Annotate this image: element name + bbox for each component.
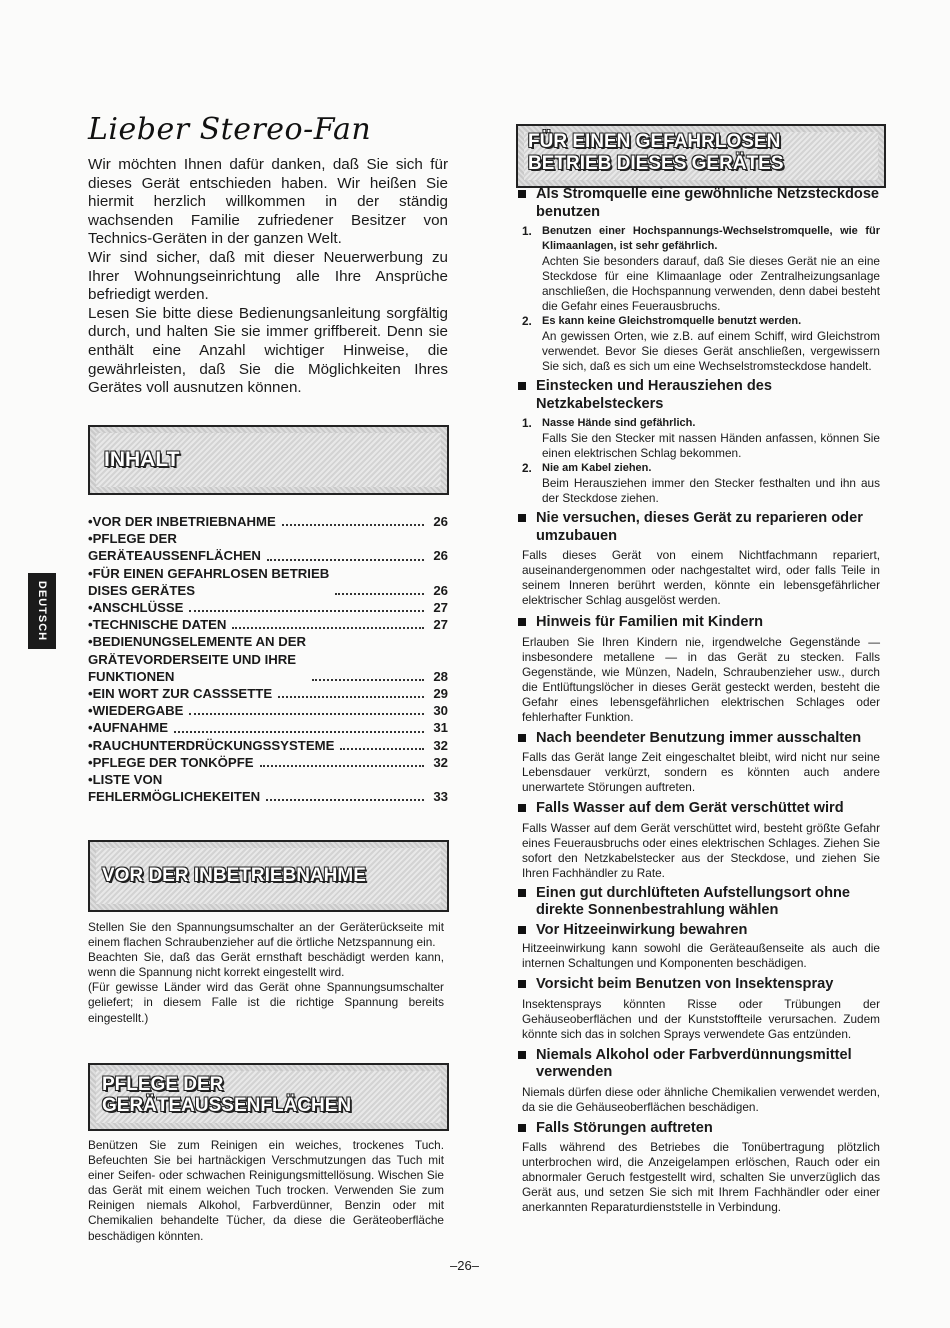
vor-paragraph: Stellen Sie den Spannungsumschalter an der Geräterückseite mit einem flachen Schraubenzieher auf die örtliche Netzspannung ein. [88,920,444,950]
vor-paragraph: (Für gewisse Länder wird das Gerät ohne Spannungsumschalter geliefert; in diesem Falle ist die richtige Spannung bereits eingestellt.) [88,980,444,1025]
intro-paragraph: Wir sind sicher, daß mit dieser Neuerwerbung zu Ihrer Wohnungseinrichtung alle Ihre Ansprüche befriedigt werden. [88,248,448,304]
bullet-square-icon [518,514,526,522]
pflege-paragraph: Benützen Sie zum Reinigen ein weiches, trockenes Tuch. Befeuchten Sie bei hartnäckigen Verschmutzungen das Tuch mit einer Seifen- oder schwachen Reinigungsmittellösung. Wischen Sie das Gerät mit einem weichen Tuch trocken. Verwenden Sie zum Reinigen niemals Alkohol, Farbverdünner, Benzin oder mit Chemikalien behandelte Tücher, da diese die Geräteoberfläche beschädigen könnten. [88,1138,444,1243]
safety-heading-line: FÜR EINEN GEFAHRLOSEN [528,131,781,152]
toc-entry[interactable] [88,754,448,771]
section-heading: Falls Wasser auf dem Gerät verschüttet wird [516,800,880,818]
page-number: –26– [450,1258,479,1273]
bullet-square-icon [518,980,526,988]
toc-entry-title: •VOR DER INBETRIEBNAHME [88,514,276,529]
vor-paragraph: Beachten Sie, daß das Gerät ernsthaft beschädigt werden kann, wenn die Spannung nicht korrekt eingestellt wird. [88,950,444,980]
toc-entry-page: 26 [433,548,448,564]
section-heading: Einen gut durchlüfteten Aufstellungsort ohne direkte Sonnenbestrahlung wählen [516,885,880,920]
toc-entry-title: •FÜR EINEN GEFAHRLOSEN BETRIEB DISES GERÄTES [88,565,330,598]
bullet-square-icon [518,1124,526,1132]
toc-entry-page: 26 [433,514,448,529]
toc-entry[interactable] [88,565,448,599]
language-tab-label: DEUTSCH [36,580,48,642]
toc-entry-title: •RAUCHUNTERDRÜCKUNGSSYSTEME [88,737,335,753]
item-text: Falls Sie den Stecker mit nassen Händen anfassen, können Sie einen elektrischen Schlag bekommen. [542,431,880,460]
item-number: 2. [522,461,532,475]
item-number: 1. [522,224,532,238]
numbered-item [522,224,880,314]
section-text: Falls dieses Gerät von einem Nichtfachmann repariert, auseinandergenommen oder nachgestaltet wird, oder falls Teile in seinem Inneren berührt werden, könnte ein lebensgefährlicher elektrischer Schlag ausgelöst werden. [522,548,880,607]
toc-entry[interactable] [88,685,448,702]
item-title: Es kann keine Gleichstromquelle benutzt werden. [542,315,802,327]
section-heading: Vor Hitzeeinwirkung bewahren [516,922,880,940]
toc-entry-title: •ANSCHLÜSSE [88,600,184,616]
bullet-square-icon [518,618,526,626]
toc-entry[interactable] [88,719,448,736]
pflege-text [88,1138,444,1244]
section-heading: Falls Störungen auftreten [516,1120,880,1138]
toc-entry[interactable] [88,771,448,805]
bullet-square-icon [518,926,526,934]
toc-entry-title: •WIEDERGABE [88,703,184,719]
bullet-square-icon [518,889,526,897]
toc-entry-title: •PFLEGE DER TONKÖPFE [88,754,254,770]
item-title: Nie am Kabel ziehen. [542,462,652,474]
bullet-square-icon [518,190,526,198]
vor-text [88,920,444,1026]
toc-entry[interactable] [88,702,448,719]
language-tab [28,573,56,649]
bullet-square-icon [518,1051,526,1059]
bullet-square-icon [518,382,526,390]
pflege-heading [102,1074,351,1116]
safety-sections [516,186,880,1215]
section-text: Insektensprays könnten Risse oder Trübungen der Gehäuseoberflächen und der Kunststoffteile verursachen. Zudem könnte sich das in solchen Sprays verwendete Gas entzünden. [522,996,880,1041]
toc-entry-page: 28 [433,668,448,684]
toc-entry[interactable] [88,513,448,530]
item-number: 2. [522,314,532,328]
toc-entry-page: 26 [433,582,448,598]
toc-entry-title: •BEDIENUNGSELEMENTE AN DER GRÄTEVORDERSEITE UND IHRE FUNKTIONEN [88,634,307,684]
toc-entry[interactable] [88,599,448,616]
section-text: Falls das Gerät lange Zeit eingeschaltet bleibt, wird nicht nur seine Lebensdauer verkürzt, sondern es könnten auch andere unerwartete Störungen auftreten. [522,750,880,794]
toc-entry-title: •EIN WORT ZUR CASSSETTE [88,686,273,702]
section-heading: Einstecken und Herausziehen des Netzkabelsteckers [516,378,880,413]
vor-heading-banner [88,840,449,912]
safety-heading-banner [516,124,886,188]
toc-heading-banner [88,425,449,495]
section-heading: Niemals Alkohol oder Farbverdünnungsmittel verwenden [516,1047,880,1082]
intro-paragraph: Wir möchten Ihnen dafür danken, daß Sie sich für dieses Gerät entschieden haben. Wir heißen Sie hiermit herzlich willkommen in der ständig wachsenden Familie zufriedener Besitzer von Technics-Geräten in der ganzen Welt. [88,156,448,248]
pflege-heading-banner [88,1063,449,1131]
section-heading: Als Stromquelle eine gewöhnliche Netzsteckdose benutzen [516,186,880,221]
section-text: Erlauben Sie Ihren Kindern nie, irgendwelche Gegenstände — insbesondere metallene — in das Gerät zu stecken. Falls Gegenstände, wie Münzen, Nadeln, Schraubenzieher usw., durch die Entlüftungslöcher in dieses Gerät gesteckt werden, besteht die Gefahr eines lebensgefährlichen elektrischen Schlages oder fehlerhafter Funktion. [522,634,880,724]
intro-text [88,156,448,398]
bullet-square-icon [518,804,526,812]
toc-entry-page: 27 [433,600,448,616]
section-heading: Vorsicht beim Benutzen von Insektenspray [516,976,880,994]
pflege-heading-line: PFLEGE DER [102,1074,224,1095]
toc-entry-title: •AUFNAHME [88,720,169,736]
section-text: Falls während des Betriebes die Tonübertragung plötzlich unterbrochen wird, die Anzeigelampen erlöschen, Rauch oder ein abnormaler Geruch festgestellt wird, schalten Sie unverzüglich das Gerät aus, und setzen Sie sich mit Ihrem Fachhändler oder einer anerkannten Reparaturdienststelle in Verbindung. [522,1140,880,1214]
toc-entry-title: •PFLEGE DER GERÄTEAUSSENFLÄCHEN [88,531,261,564]
toc-heading: INHALT [104,448,180,471]
section-heading: Nie versuchen, dieses Gerät zu reparieren oder umzubauen [516,510,880,545]
item-text: Achten Sie besonders darauf, daß Sie dieses Gerät nie an eine Steckdose für eine Klimaanlage oder Zentralheizungsanlage anschließen, die Hochspannung verwenden, denn dabei besteht die Gefahr eines Feuerausbruchs. [542,254,880,313]
numbered-item [522,461,880,506]
section-heading: Hinweis für Familien mit Kindern [516,614,880,632]
safety-heading-line: BETRIEB DIESES GERÄTES [528,153,784,174]
toc-entry-page: 27 [433,617,448,633]
toc-entry[interactable] [88,616,448,633]
section-text: Niemals dürfen diese oder ähnliche Chemikalien verwendet werden, da sie die Gehäuseoberflächen beschädigen. [522,1084,880,1114]
toc-entry[interactable] [88,737,448,754]
toc-entry-title: •LISTE VON FEHLERMÖGLICHEKEITEN [88,772,261,805]
toc-entry-page: 32 [433,737,448,753]
intro-paragraph: Lesen Sie bitte diese Bedienungsanleitung sorgfältig durch, und halten Sie sie immer griffbereit. Denn sie enthält eine Anzahl wichtiger Hinweise, die gewährleisten, daß Sie die Möglichkeiten Ihres Gerätes voll ausnutzen können. [88,304,448,397]
toc-entry[interactable] [88,530,448,564]
section-heading: Nach beendeter Benutzung immer ausschalten [516,730,880,748]
toc-entry-page: 33 [433,789,448,805]
toc-entry[interactable] [88,633,448,685]
item-text: An gewissen Orten, wie z.B. auf einem Schiff, wird Gleichstrom verwendet. Bevor Sie dieses Gerät anschließen, vergewissern Sie sich, daß es sich um eine Wechselstromsteckdose handelt. [542,329,880,373]
salutation-title: Lieber Stereo-Fan [88,112,372,147]
toc-entry-page: 32 [433,754,448,770]
numbered-item [522,314,880,374]
toc-entry-page: 31 [433,720,448,736]
item-number: 1. [522,416,532,430]
bullet-square-icon [518,734,526,742]
numbered-item [522,416,880,461]
toc-entry-page: 29 [433,686,448,702]
toc-entry-title: •TECHNISCHE DATEN [88,617,227,633]
item-title: Benutzen einer Hochspannungs-Wechselstromquelle, wie für Klimaanlagen, ist sehr gefährlich. [542,225,880,252]
safety-heading [528,131,784,175]
item-text: Beim Herausziehen immer den Stecker festhalten und ihn aus der Steckdose ziehen. [542,476,880,505]
section-text: Falls Wasser auf dem Gerät verschüttet wird, besteht größte Gefahr eines Feuerausbruchs oder eines elektrischen Schlages. Ziehen Sie sofort den Netzkabelstecker aus der Steckdose, und ziehen Sie Ihren Fachhändler zu Rate. [522,820,880,880]
table-of-contents [88,513,448,805]
vor-heading: VOR DER INBETRIEBNAHME [102,865,366,886]
toc-entry-page: 30 [433,703,448,719]
pflege-heading-line: GERÄTEAUSSENFLÄCHEN [102,1095,352,1116]
section-text: Hitzeeinwirkung kann sowohl die Geräteaußenseite als auch die internen Schaltungen und Komponenten beschädigen. [522,941,880,970]
item-title: Nasse Hände sind gefährlich. [542,417,696,429]
